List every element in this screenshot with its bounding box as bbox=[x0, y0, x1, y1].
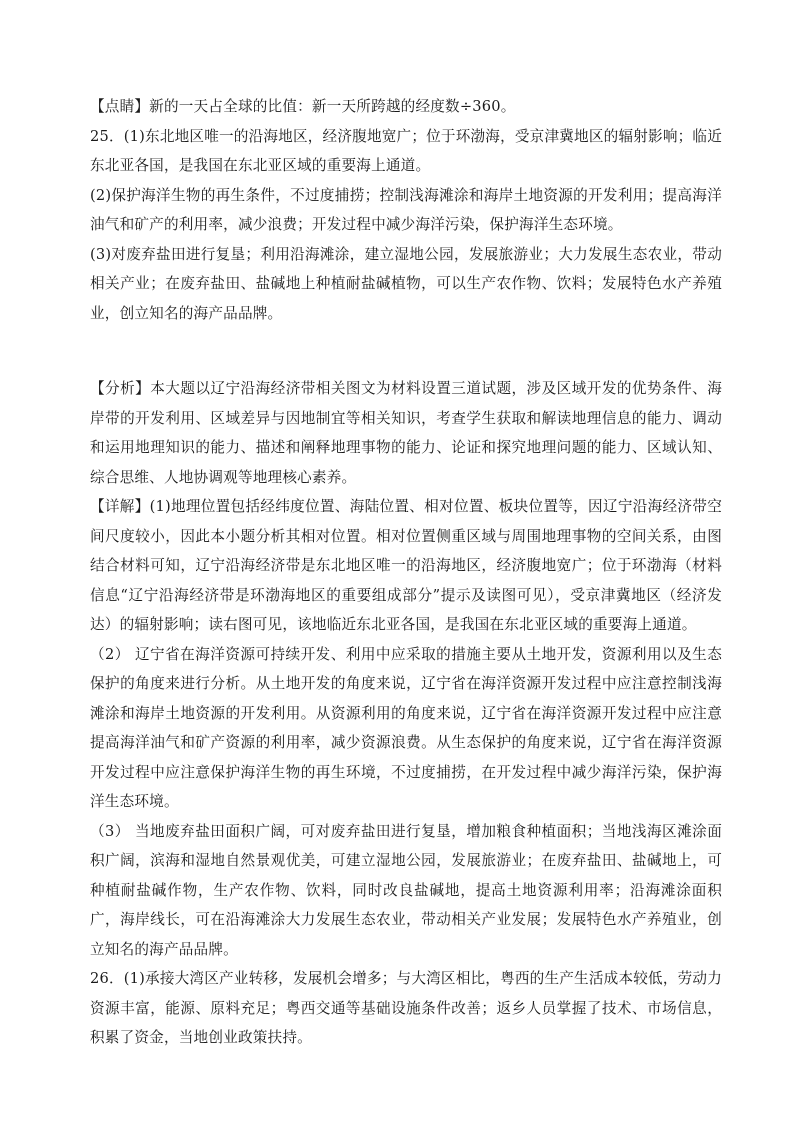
document-page bbox=[90, 92, 722, 1053]
dianjing-paragraph: 【点睛】新的一天占全球的比值：新一天所跨越的经度数÷360。 bbox=[90, 98, 516, 115]
q25-answer-3: (3)对废弃盐田进行复垦；利用沿海滩涂，建立湿地公园，发展旅游业；大力发展生态农业，带动相关产业；在废弃盐田、盐碱地上种植耐盐碱植物，可以生产农作物、饮料；发展特色水产养殖业，创立知名的海产品品牌。 bbox=[90, 245, 722, 322]
xiangjie-paragraph-3: （3） 当地废弃盐田面积广阔，可对废弃盐田进行复垦，增加粮食种植面积；当地浅海区滩涂面积广阔，滨海和湿地自然景观优美，可建立湿地公园，发展旅游业；在废弃盐田、盐碱地上，可种植耐盐碱作物，生产农作物、饮料，同时改良盐碱地，提高土地资源利用率；沿海滩涂面积广，海岸线长，可在沿海滩涂大力发展生态农业，带动相关产业发展；发展特色水产养殖业，创立知名的海产品品牌。 bbox=[90, 822, 722, 958]
q26-answer-1: 26．(1)承接大湾区产业转移，发展机会增多；与大湾区相比，粤西的生产生活成本较低，劳动力资源丰富，能源、原料充足；粤西交通等基础设施条件改善；返乡人员掌握了技术、市场信息，积累了资金，当地创业政策扶持。 bbox=[90, 970, 722, 1046]
q25-answer-1: 25．(1)东北地区唯一的沿海地区，经济腹地宽广；位于环渤海，受京津冀地区的辐射影响；临近东北亚各国，是我国在东北亚区域的重要海上通道。 bbox=[90, 127, 722, 174]
section-gap bbox=[90, 328, 722, 374]
xiangjie-paragraph-2: （2） 辽宁省在海洋资源可持续开发、利用中应采取的措施主要从土地开发，资源利用以及生态保护的角度来进行分析。从土地开发的角度来说，辽宁省在海洋资源开发过程中应注意控制浅海滩涂和海岸土地资源的开发利用。从资源利用的角度来说，辽宁省在海洋资源开发过程中应注意提高海洋油气和矿产资源的利用率，减少资源浪费。从生态保护的角度来说，辽宁省在海洋资源开发过程中应注意保护海洋生物的再生环境，不过度捕捞，在开发过程中减少海洋污染，保护海洋生态环境。 bbox=[90, 645, 722, 810]
xiangjie-paragraph-1: 【详解】(1)地理位置包括经纬度位置、海陆位置、相对位置、板块位置等，因辽宁沿海经济带空间尺度较小，因此本小题分析其相对位置。相对位置侧重区域与周围地理事物的空间关系，由图结合材料可知，辽宁沿海经济带是东北地区唯一的沿海地区，经济腹地宽广；位于环渤海（材料信息“辽宁沿海经济带是环渤海地区的重要组成部分”提示及读图可见），受京津冀地区（经济发达）的辐射影响；读右图可见，该地临近东北亚各国，是我国在东北亚区域的重要海上通道。 bbox=[90, 498, 722, 633]
fenxi-paragraph: 【分析】本大题以辽宁沿海经济带相关图文为材料设置三道试题，涉及区域开发的优势条件、海岸带的开发利用、区域差异与因地制宜等相关知识，考查学生获取和解读地理信息的能力、调动和运用地理知识的能力、描述和阐释地理事物的能力、论证和探究地理问题的能力、区域认知、综合思维、人地协调观等地理核心素养。 bbox=[90, 380, 722, 486]
q25-answer-2: (2)保护海洋生物的再生条件，不过度捕捞；控制浅海滩涂和海岸土地资源的开发利用；提高海洋油气和矿产的利用率，减少浪费；开发过程中减少海洋污染，保护海洋生态环境。 bbox=[90, 186, 722, 233]
